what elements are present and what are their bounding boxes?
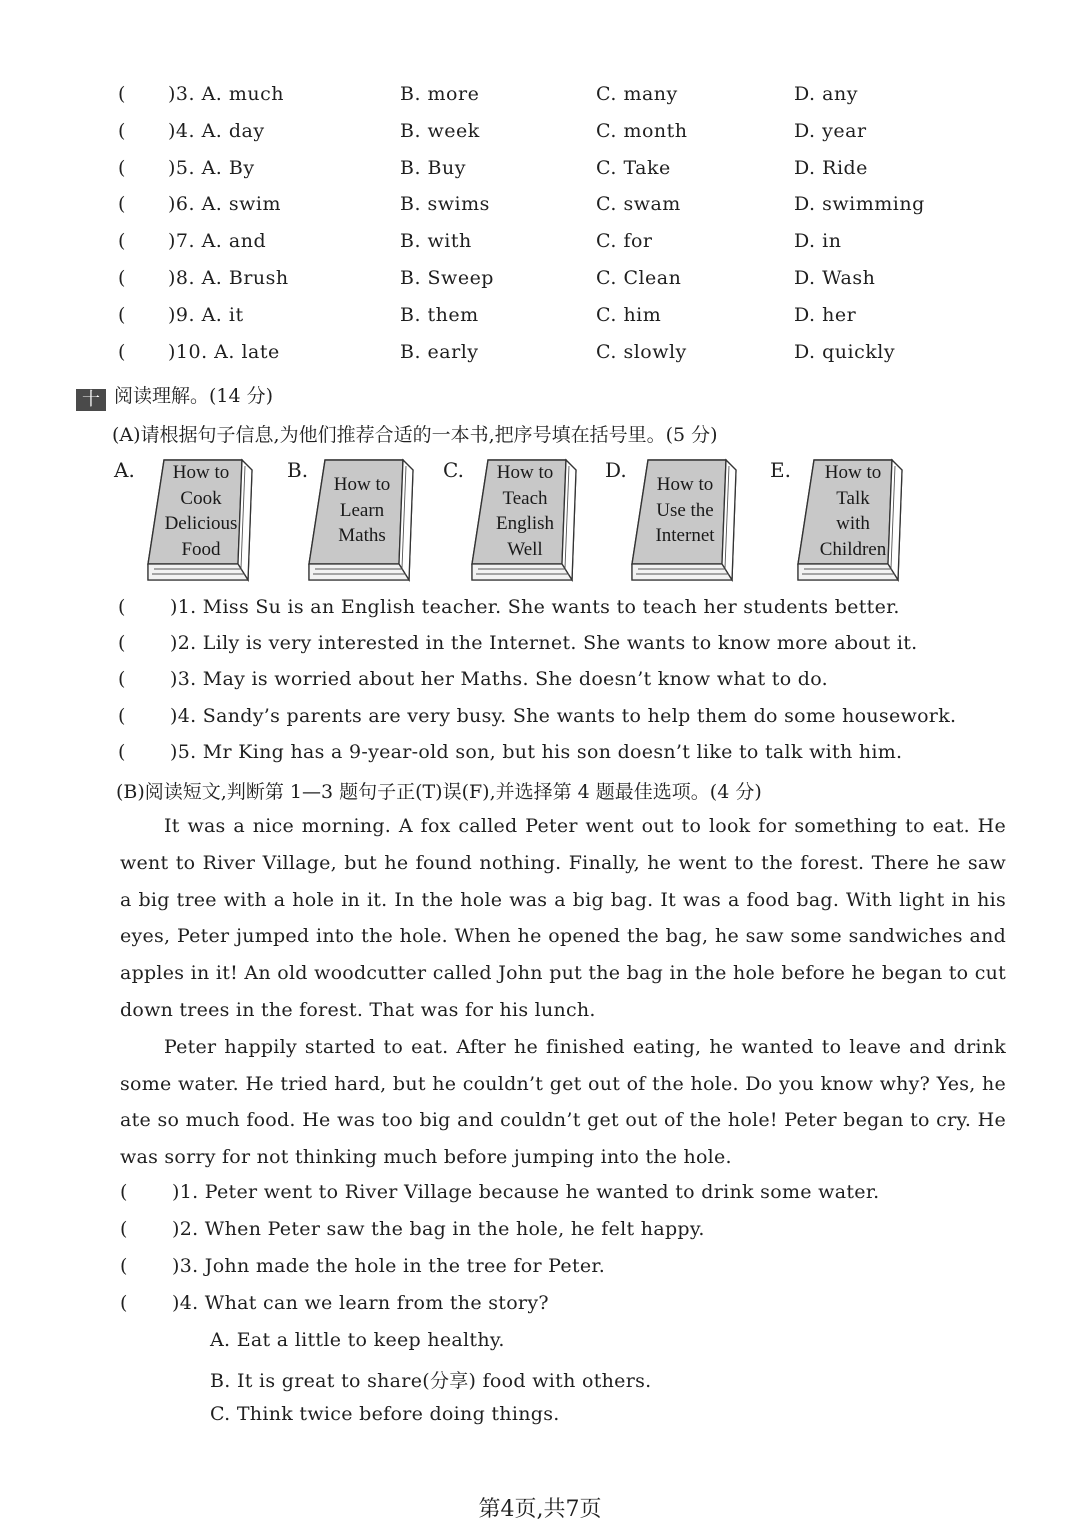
book-title-line: How to: [656, 474, 714, 495]
answer-option: B. It is great to share(分享) food with others.: [210, 1370, 652, 1392]
answer-paren[interactable]: (: [118, 741, 126, 763]
book-title-line: Cook: [180, 487, 222, 509]
mc-question-row: [0, 193, 1080, 223]
section-header: [76, 381, 273, 411]
answer-paren[interactable]: (: [118, 193, 126, 215]
option-c: C. for: [596, 230, 653, 252]
answer-paren[interactable]: (: [118, 705, 126, 727]
option-a: )9. A. it: [168, 304, 244, 326]
book-letter: A.: [114, 458, 135, 482]
book-title-line: How to: [496, 462, 554, 483]
option-c: C. Clean: [596, 267, 682, 289]
passage-paragraph: It was a nice morning. A fox called Peter went out to look for something to eat. He went to River Village, but he found nothing. Finally, he went to the forest. There he saw a big tree with a hole in it. In the hole was a big bag. It was a food bag. With light in his eyes, Peter jumped into the hole. When he opened the bag, he saw some sandwiches and apples in it! An old woodcutter called John put the bag in the hole before he began to cut down trees in the forest. That was for his lunch.: [120, 815, 1006, 1021]
option-a: )6. A. swim: [168, 193, 281, 215]
book-title-line: Talk: [836, 487, 870, 509]
answer-paren[interactable]: (: [118, 596, 126, 618]
question-text: )4. Sandy’s parents are very busy. She wants to help them do some housework.: [170, 705, 957, 727]
question-text: )3. May is worried about her Maths. She doesn’t know what to do.: [170, 668, 829, 690]
option-d: D. Wash: [794, 267, 876, 289]
book-title: [478, 460, 572, 562]
mc-question-row: [0, 341, 1080, 371]
page-number: 第4页,共7页: [478, 1497, 602, 1522]
option-d: D. quickly: [794, 341, 896, 363]
mc-question-row: [0, 120, 1080, 150]
answer-paren[interactable]: (: [118, 668, 126, 690]
book-title-line: Teach: [502, 487, 548, 509]
option-c: C. many: [596, 83, 678, 105]
option-c: C. him: [596, 304, 662, 326]
answer-paren[interactable]: (: [118, 230, 126, 252]
answer-paren[interactable]: (: [118, 120, 126, 142]
option-b: B. Buy: [400, 157, 466, 179]
option-a: )8. A. Brush: [168, 267, 289, 289]
mc-question-row: [0, 230, 1080, 260]
mc-question-row: [0, 83, 1080, 113]
question-text: )1. Peter went to River Village because he wanted to drink some water.: [172, 1181, 880, 1203]
option-b: B. early: [400, 341, 479, 363]
section-number-badge: 十: [76, 389, 106, 411]
book-title-line: Use the: [656, 499, 714, 521]
book-title-line: How to: [172, 462, 230, 483]
answer-paren[interactable]: (: [120, 1255, 128, 1277]
answer-paren[interactable]: (: [118, 83, 126, 105]
answer-paren[interactable]: (: [118, 157, 126, 179]
option-c: C. slowly: [596, 341, 687, 363]
book-title-line: Internet: [655, 525, 715, 546]
question-text: )4. What can we learn from the story?: [172, 1292, 549, 1314]
option-d: D. Ride: [794, 157, 868, 179]
answer-paren[interactable]: (: [118, 632, 126, 654]
option-c: C. month: [596, 120, 688, 142]
option-b: B. with: [400, 230, 472, 252]
option-d: D. any: [794, 83, 858, 105]
book-title-line: Learn: [339, 499, 385, 521]
answer-paren[interactable]: (: [120, 1292, 128, 1314]
option-a: )5. A. By: [168, 157, 255, 179]
option-a: )3. A. much: [168, 83, 285, 105]
book-letter: D.: [605, 458, 627, 482]
book-title: [315, 472, 409, 549]
mc-question-row: [0, 267, 1080, 297]
answer-paren[interactable]: (: [120, 1218, 128, 1240]
book-letter: B.: [287, 458, 309, 482]
reading-passage: [120, 808, 1006, 1176]
answer-paren[interactable]: (: [118, 341, 126, 363]
book-title-line: Children: [819, 538, 887, 560]
part-a-instruction: (A)请根据句子信息,为他们推荐合适的一本书,把序号填在括号里。(5 分): [112, 424, 718, 446]
book-title-line: Food: [181, 538, 221, 560]
option-d: D. swimming: [794, 193, 925, 215]
book-title-line: Maths: [338, 525, 386, 546]
book-title-line: Delicious: [164, 513, 238, 534]
question-text: )2. Lily is very interested in the Internet. She wants to know more about it.: [170, 632, 918, 654]
part-b-instruction: (B)阅读短文,判断第 1—3 题句子正(T)误(F),并选择第 4 题最佳选项。(4 分): [116, 781, 762, 803]
answer-paren[interactable]: (: [118, 267, 126, 289]
book-title: [638, 472, 732, 549]
book-title-line: Well: [507, 538, 543, 560]
option-a: )7. A. and: [168, 230, 267, 252]
question-text: )3. John made the hole in the tree for Peter.: [172, 1255, 606, 1277]
answer-paren[interactable]: (: [120, 1181, 128, 1203]
option-a: )10. A. late: [168, 341, 280, 363]
book-title-line: English: [495, 513, 555, 534]
answer-option: A. Eat a little to keep healthy.: [210, 1329, 505, 1351]
book-title: [154, 460, 248, 562]
answer-paren[interactable]: (: [118, 304, 126, 326]
option-b: B. them: [400, 304, 479, 326]
option-b: B. swims: [400, 193, 490, 215]
mc-question-row: [0, 157, 1080, 187]
book-title-line: How to: [824, 462, 882, 483]
mc-question-row: [0, 304, 1080, 334]
passage-paragraph: Peter happily started to eat. After he finished eating, he wanted to leave and drink some water. He tried hard, but he couldn’t get out of the hole. Do you know why? Yes, he ate so much food. He was too big and couldn’t get out of the hole! Peter began to cry. He was sorry for not thinking much before jumping into the hole.: [120, 1035, 1006, 1169]
question-text: )2. When Peter saw the bag in the hole, he felt happy.: [172, 1218, 705, 1240]
option-d: D. her: [794, 304, 857, 326]
section-title: 阅读理解。(14 分): [114, 385, 274, 407]
book-letter: E.: [770, 458, 791, 482]
option-d: D. year: [794, 120, 867, 142]
book-title-line: How to: [333, 474, 391, 495]
option-c: C. swam: [596, 193, 681, 215]
book-letter: C.: [443, 458, 464, 482]
option-a: )4. A. day: [168, 120, 265, 142]
option-b: B. more: [400, 83, 480, 105]
book-title-line: with: [836, 513, 870, 534]
option-c: C. Take: [596, 157, 671, 179]
book-title: [806, 460, 900, 562]
answer-option: C. Think twice before doing things.: [210, 1403, 560, 1425]
option-d: D. in: [794, 230, 842, 252]
question-text: )1. Miss Su is an English teacher. She wants to teach her students better.: [170, 596, 900, 618]
option-b: B. Sweep: [400, 267, 494, 289]
option-b: B. week: [400, 120, 480, 142]
question-text: )5. Mr King has a 9-year-old son, but his son doesn’t like to talk with him.: [170, 741, 903, 763]
